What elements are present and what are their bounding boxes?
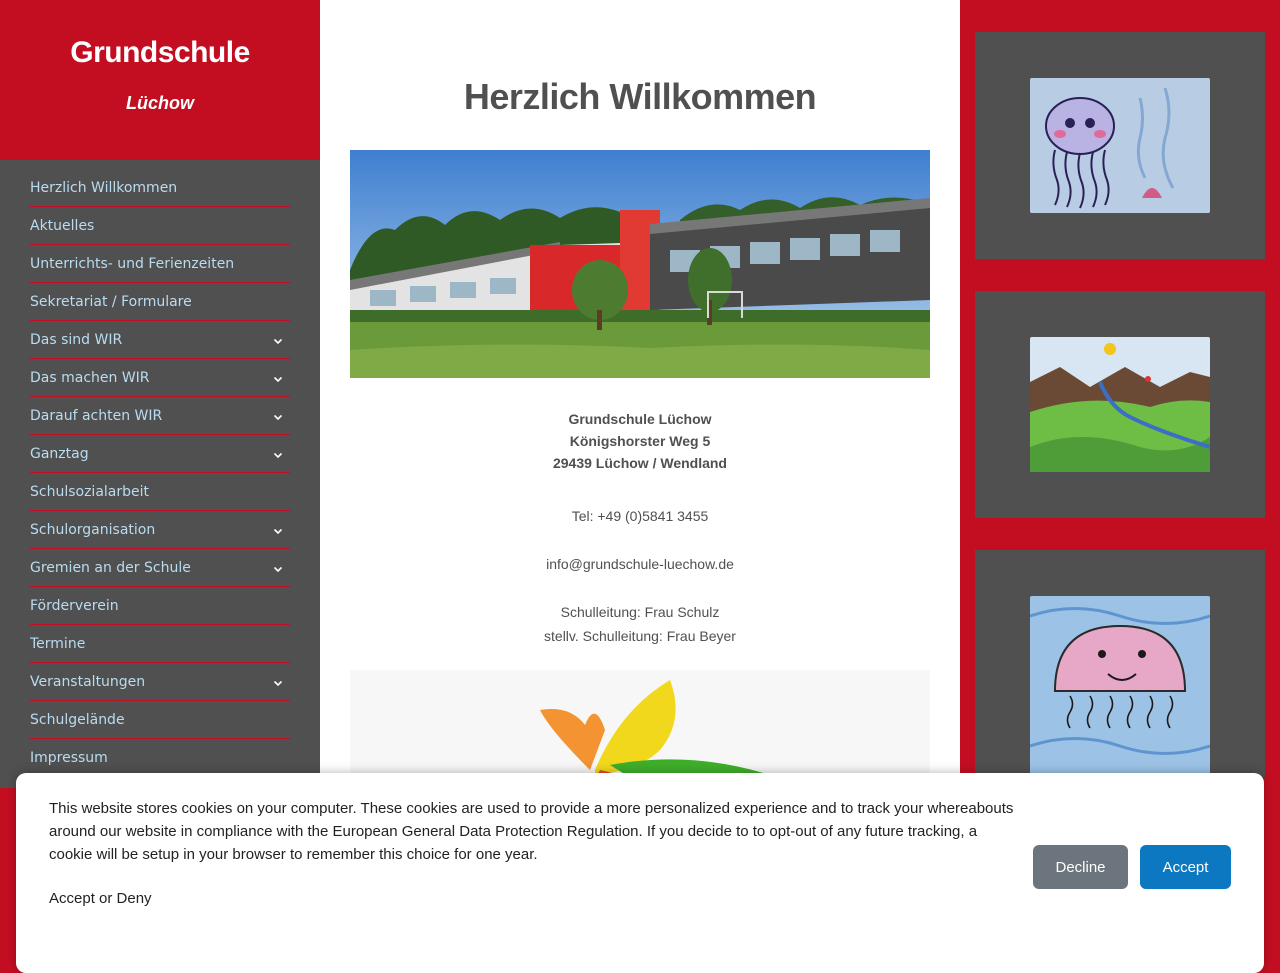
nav-link-das-sind-wir[interactable]: Das sind WIR: [30, 331, 123, 348]
nav-item-darauf-achten-wir: [30, 397, 290, 435]
child-drawing-pink-jellyfish[interactable]: [1030, 596, 1210, 776]
nav-item-das-sind-wir: [30, 321, 290, 359]
nav-item-ganztag: [30, 435, 290, 473]
nav-item-sekretariat: [30, 283, 290, 321]
nav-link-sekretariat[interactable]: Sekretariat / Formulare: [30, 293, 192, 310]
nav-link-termine[interactable]: Termine: [30, 635, 86, 652]
nav-item-veranstaltungen: [30, 663, 290, 701]
nav-link-darauf-achten-wir[interactable]: Darauf achten WIR: [30, 407, 163, 424]
chevron-down-icon[interactable]: [270, 561, 286, 577]
nav-item-schulorganisation: [30, 511, 290, 549]
site-title[interactable]: Grundschule: [70, 36, 250, 69]
child-drawing-jellyfish[interactable]: [1030, 78, 1210, 213]
nav-link-veranstaltungen[interactable]: Veranstaltungen: [30, 673, 146, 690]
nav-item-herzlich-willkommen: [30, 169, 290, 207]
chevron-down-icon[interactable]: [270, 409, 286, 425]
school-street: Königshorster Weg 5: [569, 433, 711, 449]
nav-link-schulgelaende[interactable]: Schulgelände: [30, 711, 125, 728]
gallery-widget-2: [975, 291, 1265, 518]
deputy-principal-line: stellv. Schulleitung: Frau Beyer: [544, 628, 736, 644]
gallery-widget-3: [975, 550, 1265, 777]
nav-link-aktuelles[interactable]: Aktuelles: [30, 217, 95, 234]
school-city: 29439 Lüchow / Wendland: [552, 455, 727, 471]
address-block: [350, 408, 930, 474]
nav-link-das-machen-wir[interactable]: Das machen WIR: [30, 369, 150, 386]
nav-item-unterrichtszeiten: [30, 245, 290, 283]
decline-button[interactable]: Decline: [1033, 845, 1128, 889]
cookie-prompt: Accept or Deny: [49, 890, 152, 907]
cookie-message: This website stores cookies on your computer. These cookies are used to provide a more personalized experience and to track your whereabouts around our website in compliance with the European General Data Protection Regulation. If you decide to to opt-out of any future tracking, a cookie will be setup in your browser to remember this choice for one year.: [49, 800, 1014, 863]
chevron-down-icon[interactable]: [270, 523, 286, 539]
nav-item-termine: [30, 625, 290, 663]
nav-link-schulsozialarbeit[interactable]: Schulsozialarbeit: [30, 483, 149, 500]
school-building-photo: [350, 150, 930, 378]
cookie-consent-banner: [16, 773, 1264, 973]
gallery-widget-1: [975, 32, 1265, 259]
nav-link-ganztag[interactable]: Ganztag: [30, 445, 89, 462]
page-title: Herzlich Willkommen: [463, 76, 817, 117]
child-drawing-landscape[interactable]: [1030, 337, 1210, 472]
accept-button[interactable]: Accept: [1140, 845, 1231, 889]
email-link[interactable]: info@grundschule-luechow.de: [546, 556, 734, 572]
nav-item-foerderverein: [30, 587, 290, 625]
nav-item-schulsozialarbeit: [30, 473, 290, 511]
nav-list: [0, 169, 320, 776]
contact-info: [350, 408, 930, 648]
chevron-down-icon[interactable]: [270, 333, 286, 349]
nav-item-aktuelles: [30, 207, 290, 245]
principal-line: Schulleitung: Frau Schulz: [560, 604, 720, 620]
nav-item-das-machen-wir: [30, 359, 290, 397]
nav-item-impressum: [30, 739, 290, 776]
nav-item-gremien: [30, 549, 290, 587]
chevron-down-icon[interactable]: [270, 371, 286, 387]
nav-item-schulgelaende: [30, 701, 290, 739]
nav-link-unterrichtszeiten[interactable]: Unterrichts- und Ferienzeiten: [30, 255, 235, 272]
school-name: Grundschule Lüchow: [568, 411, 712, 427]
nav-link-gremien[interactable]: Gremien an der Schule: [30, 559, 191, 576]
nav-link-foerderverein[interactable]: Förderverein: [30, 597, 119, 614]
phone-number: Tel: +49 (0)5841 3455: [571, 508, 709, 524]
nav-link-schulorganisation[interactable]: Schulorganisation: [30, 521, 156, 538]
main-navigation: [0, 160, 320, 788]
nav-link-herzlich-willkommen[interactable]: Herzlich Willkommen: [30, 179, 178, 196]
nav-link-impressum[interactable]: Impressum: [30, 749, 108, 766]
site-subtitle: Lüchow: [126, 93, 194, 113]
chevron-down-icon[interactable]: [270, 675, 286, 691]
site-branding: [0, 0, 320, 160]
chevron-down-icon[interactable]: [270, 447, 286, 463]
